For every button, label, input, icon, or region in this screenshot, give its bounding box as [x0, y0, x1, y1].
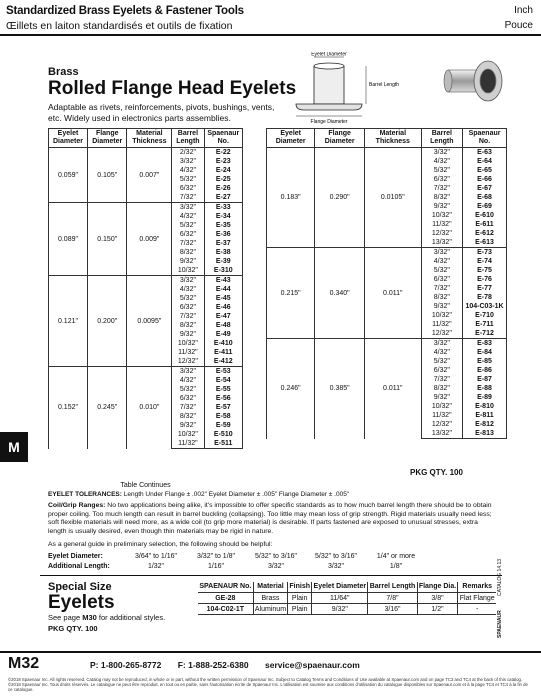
barrel-length-cell: 11/32": [421, 220, 462, 229]
barrel-length-cell: 6/32": [421, 175, 462, 184]
guide-length-label: Additional Length:: [48, 563, 110, 570]
part-number-cell: E-83: [463, 339, 507, 349]
part-number-cell: E-813: [463, 429, 507, 439]
part-number-cell: E-611: [463, 220, 507, 229]
table-cell: 104-C02-1T: [198, 604, 253, 615]
barrel-length-cell: 13/32": [421, 238, 462, 248]
part-number-cell: E-58: [204, 412, 242, 421]
eyelet-photo: [442, 58, 506, 104]
part-number-cell: E-712: [463, 329, 507, 339]
part-number-cell: E-46: [204, 303, 242, 312]
barrel-length-cell: 4/32": [172, 285, 204, 294]
part-number-cell: E-812: [463, 420, 507, 429]
material-thickness-cell: 0.009": [127, 203, 172, 276]
barrel-length-cell: 7/32": [421, 184, 462, 193]
table-cell: GE-28: [198, 593, 253, 604]
barrel-length-cell: 8/32": [421, 193, 462, 202]
part-number-cell: E-69: [463, 202, 507, 211]
eyelet-diameter-cell: 0.089": [49, 203, 88, 276]
part-number-cell: E-53: [204, 367, 242, 377]
part-number-cell: E-55: [204, 385, 242, 394]
tolerances-text: Length Under Flange ± .002" Eyelet Diameter ± .005" Flange Diameter ± .005": [123, 491, 350, 498]
column-header: Barrel Length: [172, 129, 204, 148]
flange-diameter-cell: 0.290": [315, 148, 365, 248]
grip-text: No two applications being alike, it's impossible to offer specific standards as to how much barrel length there should be to obtain proper coiling. Too much length can result in barrel buckling (collapsing). Too little may mean loss of grip strength. Rigid materials usually need less; soft flexible materials will need more, as a wide coil (to grip more material) is desirable. If parts fastened are exposed to unusual stresses, extra length is usually desired, even though thin materials may be rigid in nature.: [48, 502, 492, 535]
barrel-length-cell: 4/32": [421, 257, 462, 266]
part-number-cell: E-22: [204, 148, 242, 158]
part-number-cell: E-34: [204, 212, 242, 221]
barrel-length-cell: 11/32": [421, 320, 462, 329]
barrel-length-cell: 4/32": [421, 348, 462, 357]
eyelet-spec-table-left: [48, 128, 243, 449]
part-number-cell: E-610: [463, 211, 507, 220]
header-title-en: Standardized Brass Eyelets & Fastener Tools: [6, 5, 244, 17]
length-guide: [48, 552, 426, 572]
barrel-length-cell: 7/32": [421, 284, 462, 293]
guide-length-value: 1/8": [389, 563, 403, 570]
barrel-length-cell: 10/32": [421, 211, 462, 220]
part-number-cell: E-27: [204, 193, 242, 203]
column-header: Eyelet Diameter: [267, 129, 315, 148]
guide-length-value: 1/16": [207, 563, 225, 570]
table-row: [49, 367, 243, 377]
flange-diameter-cell: 0.245": [87, 367, 127, 449]
barrel-length-cell: 13/32": [421, 429, 462, 439]
barrel-length-cell: 12/32": [421, 229, 462, 238]
barrel-length-cell: 7/32": [172, 312, 204, 321]
column-header: Flange Dia.: [417, 582, 458, 593]
part-number-cell: E-511: [204, 439, 242, 449]
product-title: Rolled Flange Head Eyelets: [48, 78, 297, 99]
part-number-cell: E-85: [463, 357, 507, 366]
part-number-cell: E-66: [463, 175, 507, 184]
guide-eyelet-value: 1/4" or more: [376, 553, 416, 560]
part-number-cell: E-67: [463, 184, 507, 193]
table-row: [267, 248, 507, 258]
part-number-cell: E-24: [204, 166, 242, 175]
diagram-flange: [296, 104, 362, 110]
barrel-length-cell: 3/32": [421, 339, 462, 349]
pkg-qty-main: PKG QTY. 100: [410, 468, 463, 477]
barrel-length-cell: 10/32": [421, 402, 462, 411]
barrel-length-cell: 6/32": [172, 394, 204, 403]
column-header: SPAENAUR No.: [198, 582, 253, 593]
diagram-label-barrel: Barrel Length: [369, 82, 400, 88]
barrel-length-cell: 11/32": [172, 439, 204, 449]
diagram-label-flange: Flange Diameter: [310, 119, 348, 125]
special-see-pre: See page: [48, 613, 83, 622]
part-number-cell: E-45: [204, 294, 242, 303]
tolerances-label: EYELET TOLERANCES:: [48, 491, 122, 498]
guide-length-value: 1/32": [147, 563, 165, 570]
part-number-cell: E-38: [204, 248, 242, 257]
barrel-length-cell: 9/32": [172, 330, 204, 339]
barrel-length-cell: 2/32": [172, 148, 204, 158]
barrel-length-cell: 3/32": [172, 367, 204, 377]
barrel-length-cell: 7/32": [172, 403, 204, 412]
part-number-cell: E-87: [463, 375, 507, 384]
part-number-cell: E-84: [463, 348, 507, 357]
part-number-cell: E-54: [204, 376, 242, 385]
barrel-length-cell: 5/32": [172, 221, 204, 230]
table-cell: 3/8": [417, 593, 458, 604]
barrel-length-cell: 5/32": [421, 166, 462, 175]
part-number-cell: E-63: [463, 148, 507, 158]
barrel-length-cell: 6/32": [421, 366, 462, 375]
eyelet-diameter-cell: 0.215": [267, 248, 315, 339]
barrel-length-cell: 7/32": [421, 375, 462, 384]
part-number-cell: E-86: [463, 366, 507, 375]
special-size-heading: Special Size: [48, 581, 112, 593]
flange-diameter-cell: 0.340": [315, 248, 365, 339]
part-number-cell: E-57: [204, 403, 242, 412]
column-header: Flange Diameter: [315, 129, 365, 148]
table-row: [267, 339, 507, 349]
column-header: Material Thickness: [127, 129, 172, 148]
barrel-length-cell: 3/32": [421, 148, 462, 158]
barrel-length-cell: 10/32": [421, 311, 462, 320]
part-number-cell: E-48: [204, 321, 242, 330]
flange-diameter-cell: 0.200": [87, 276, 127, 367]
table-cell: Aluminum: [254, 605, 287, 613]
barrel-length-cell: 4/32": [421, 157, 462, 166]
table-row: [49, 203, 243, 213]
eyelet-dimension-diagram: [282, 52, 422, 128]
part-number-cell: E-23: [204, 157, 242, 166]
flange-diameter-cell: 0.385": [315, 339, 365, 439]
part-number-cell: E-47: [204, 312, 242, 321]
material-thickness-cell: 0.0105": [365, 148, 422, 248]
eyelet-tolerances: [48, 491, 349, 498]
part-number-cell: E-613: [463, 238, 507, 248]
part-number-cell: E-43: [204, 276, 242, 286]
column-header: Flange Diameter: [87, 129, 127, 148]
part-number-cell: E-710: [463, 311, 507, 320]
part-number-cell: E-811: [463, 411, 507, 420]
contact-info: [90, 660, 374, 670]
barrel-length-cell: 3/32": [172, 203, 204, 213]
guide-eyelet-value: 5/32" to 3/16": [315, 553, 357, 560]
eyelet-diameter-cell: 0.246": [267, 339, 315, 439]
table-row: [49, 276, 243, 286]
special-see-post: for additional styles.: [96, 613, 166, 622]
flange-diameter-cell: 0.150": [87, 203, 127, 276]
footer-rule: [0, 651, 541, 653]
guide-eyelet-label: Eyelet Diameter:: [48, 553, 103, 560]
barrel-length-cell: 8/32": [172, 248, 204, 257]
table-cell: -: [458, 604, 496, 615]
part-number-cell: E-412: [204, 357, 242, 367]
guide-eyelet-value: 5/32" to 3/16": [255, 553, 297, 560]
barrel-length-cell: 12/32": [421, 329, 462, 339]
table-cell: Plain: [288, 593, 312, 604]
material-thickness-cell: 0.0095": [127, 276, 172, 367]
part-number-cell: E-711: [463, 320, 507, 329]
barrel-length-cell: 7/32": [172, 193, 204, 203]
barrel-length-cell: 4/32": [172, 166, 204, 175]
part-number-cell: E-68: [463, 193, 507, 202]
diagram-barrel: [314, 66, 344, 104]
column-header: Spaenaur No.: [204, 129, 242, 148]
material-thickness-cell: 0.011": [365, 248, 422, 339]
special-pkg-qty: PKG QTY. 100: [48, 624, 98, 633]
barrel-length-cell: 7/32": [172, 239, 204, 248]
barrel-length-cell: 3/32": [172, 157, 204, 166]
table-cell: Brass: [253, 593, 288, 604]
barrel-length-cell: 8/32": [172, 412, 204, 421]
barrel-length-cell: 3/32": [421, 248, 462, 258]
product-material: Brass: [48, 66, 79, 78]
barrel-length-cell: 5/32": [421, 357, 462, 366]
column-header: Spaenaur No.: [463, 129, 507, 148]
column-header: Material Thickness: [365, 129, 422, 148]
barrel-length-cell: 4/32": [172, 212, 204, 221]
part-number-cell: E-49: [204, 330, 242, 339]
table-cell: 9/32": [312, 604, 368, 615]
part-number-cell: E-89: [463, 393, 507, 402]
diagram-barrel-top: [314, 63, 344, 69]
guide-length-value: 3/32": [267, 563, 285, 570]
guide-eyelet-value: 3/32" to 1/8": [196, 553, 236, 560]
table-cell: Plain: [288, 604, 312, 615]
barrel-length-cell: 9/32": [421, 393, 462, 402]
part-number-cell: E-65: [463, 166, 507, 175]
part-number-cell: E-25: [204, 175, 242, 184]
product-description: Adaptable as rivets, reinforcements, pivots, bushings, vents, etc. Widely used in electronics parts assemblies.: [48, 102, 275, 123]
eyelet-spec-table-right: [266, 128, 507, 439]
guide-eyelet-value: 3/64" to 1/16": [135, 553, 177, 560]
material-thickness-cell: 0.011": [365, 339, 422, 439]
eyelet-diameter-cell: 0.183": [267, 148, 315, 248]
column-header: Barrel Length: [421, 129, 462, 148]
table-cell: Flat Flange: [459, 594, 495, 602]
barrel-length-cell: 5/32": [172, 175, 204, 184]
part-number-cell: E-36: [204, 230, 242, 239]
unit-label-en: Inch: [514, 5, 533, 16]
grip-label: Coil/Grip Ranges:: [48, 502, 106, 509]
part-number-cell: E-310: [204, 266, 242, 276]
part-number-cell: E-76: [463, 275, 507, 284]
section-divider: [40, 575, 502, 576]
table-row: [49, 148, 243, 158]
barrel-length-cell: 12/32": [421, 420, 462, 429]
column-header: Barrel Length: [368, 582, 417, 593]
eyelet-diameter-cell: 0.059": [49, 148, 88, 203]
column-header: Finish: [288, 582, 312, 593]
page-number: M32: [8, 655, 40, 672]
phone-number: P: 1-800-265-8772: [90, 660, 162, 670]
table-row: [198, 604, 496, 615]
header-title-fr: Œillets en laiton standardisés et outils de fixation: [6, 20, 233, 32]
material-thickness-cell: 0.010": [127, 367, 172, 449]
barrel-length-cell: 9/32": [172, 257, 204, 266]
part-number-cell: E-73: [463, 248, 507, 258]
guide-intro: As a general guide in preliminary selection, the following should be helpful:: [48, 541, 273, 548]
part-number-cell: E-39: [204, 257, 242, 266]
part-number-cell: E-411: [204, 348, 242, 357]
eyelet-diameter-cell: 0.121": [49, 276, 88, 367]
column-header: Material: [253, 582, 288, 593]
spaenaur-side-logo: SPAENAUR: [497, 610, 503, 638]
barrel-length-cell: 9/32": [421, 302, 462, 311]
table-row: [267, 148, 507, 158]
diagram-label-eyelet: Eyelet Diameter: [311, 52, 347, 58]
email-link[interactable]: service@spaenaur.com: [265, 660, 360, 670]
grip-ranges-note: [48, 502, 496, 536]
part-number-cell: E-64: [463, 157, 507, 166]
guide-row-eyelet: [48, 552, 426, 562]
table-cell: 3/16": [368, 604, 417, 615]
special-size-table: [198, 582, 496, 615]
part-number-cell: E-56: [204, 394, 242, 403]
unit-label-fr: Pouce: [504, 20, 533, 31]
table-cell: 1/2": [417, 604, 458, 615]
barrel-length-cell: 8/32": [421, 293, 462, 302]
barrel-length-cell: 6/32": [172, 184, 204, 193]
part-number-cell: E-33: [204, 203, 242, 213]
barrel-length-cell: 6/32": [172, 303, 204, 312]
barrel-length-cell: 6/32": [172, 230, 204, 239]
part-number-cell: E-35: [204, 221, 242, 230]
column-header: Eyelet Diameter: [49, 129, 88, 148]
eyelet-diameter-cell: 0.152": [49, 367, 88, 449]
part-number-cell: E-59: [204, 421, 242, 430]
barrel-length-cell: 5/32": [172, 294, 204, 303]
catalog-label: CATALOG 14.13: [497, 558, 503, 596]
barrel-length-cell: 11/32": [421, 411, 462, 420]
barrel-length-cell: 10/32": [172, 430, 204, 439]
special-see-page-link[interactable]: M30: [82, 613, 97, 622]
flange-diameter-cell: 0.105": [87, 148, 127, 203]
part-number-cell: E-88: [463, 384, 507, 393]
table-cell: 11/64": [312, 593, 368, 604]
guide-row-length: [48, 562, 426, 572]
barrel-length-cell: 9/32": [172, 421, 204, 430]
part-number-cell: E-612: [463, 229, 507, 238]
part-number-cell: E-74: [463, 257, 507, 266]
table-row: [198, 593, 496, 604]
table-cell: 7/8": [368, 593, 417, 604]
legal-notice: ©2018 Spaenaur Inc. All rights reserved. Catalog may not be reproduced, in whole or in part, without the written permission of Spaenaur Inc. Subject to Catalog Terms and Conditions of Use available at Spaenaur.com and on page TC3 and TC4 at the back of this catalog. ©2018 Spaenaur Inc. Tous droits réservés. Le catalogue ne peut être reproduit, en tout ou en partie, sans l'autorisation écrite de Spaenaur Inc. L'utilisation est soumise aux conditions d'utilisation du catalogue disponibles sur Spaenaur.com et à la page TC4 et TC4 à la fin de ce catalogue.: [8, 677, 528, 693]
header-rule: [0, 34, 541, 36]
part-number-cell: E-26: [204, 184, 242, 193]
section-tab-m[interactable]: M: [0, 432, 28, 462]
barrel-length-cell: 10/32": [172, 266, 204, 276]
barrel-length-cell: 10/32": [172, 339, 204, 348]
barrel-length-cell: 8/32": [421, 384, 462, 393]
fax-number: F: 1-888-252-6380: [177, 660, 249, 670]
part-number-cell: E-510: [204, 430, 242, 439]
barrel-length-cell: 4/32": [172, 376, 204, 385]
barrel-length-cell: 11/32": [172, 348, 204, 357]
material-thickness-cell: 0.007": [127, 148, 172, 203]
barrel-length-cell: 8/32": [172, 321, 204, 330]
guide-length-value: 3/32": [327, 563, 345, 570]
part-number-cell: E-810: [463, 402, 507, 411]
special-size-title: Eyelets: [48, 592, 115, 613]
barrel-length-cell: 5/32": [172, 385, 204, 394]
column-header: Remarks: [458, 582, 496, 593]
part-number-cell: 104-C03-1K: [463, 302, 507, 311]
barrel-length-cell: 3/32": [172, 276, 204, 286]
part-number-cell: E-410: [204, 339, 242, 348]
part-number-cell: E-37: [204, 239, 242, 248]
barrel-length-cell: 9/32": [421, 202, 462, 211]
barrel-length-cell: 5/32": [421, 266, 462, 275]
barrel-length-cell: 6/32": [421, 275, 462, 284]
part-number-cell: E-75: [463, 266, 507, 275]
part-number-cell: E-78: [463, 293, 507, 302]
special-see-page: [48, 613, 165, 622]
column-header: Eyelet Diameter: [312, 582, 368, 593]
table-continues-note: Table Continues: [120, 482, 171, 489]
part-number-cell: E-44: [204, 285, 242, 294]
barrel-length-cell: 12/32": [172, 357, 204, 367]
part-number-cell: E-77: [463, 284, 507, 293]
